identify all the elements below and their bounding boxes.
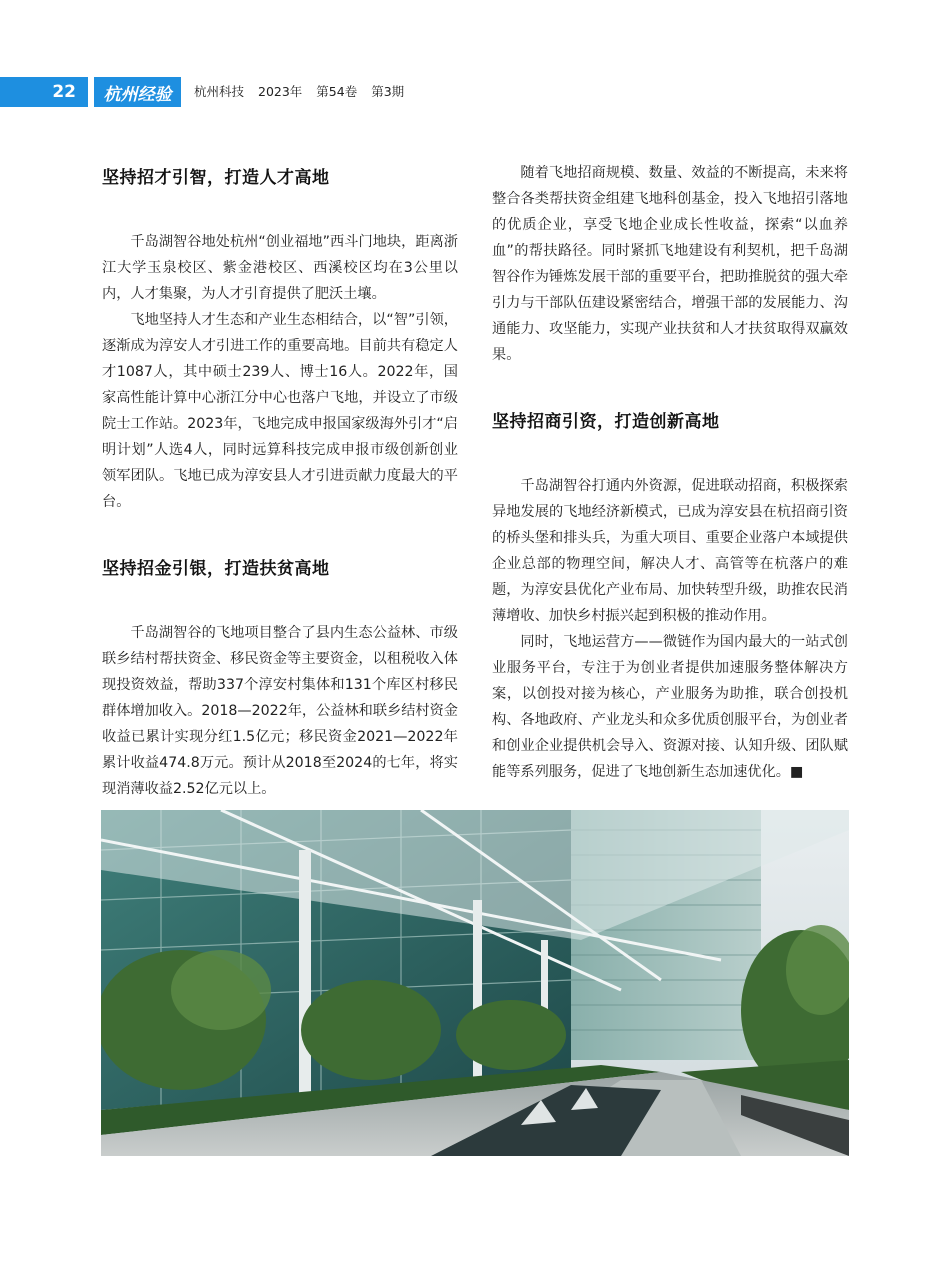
journal-volume: 第54卷 <box>316 84 358 99</box>
section-tag: 杭州经验 <box>94 77 181 107</box>
journal-issue: 第3期 <box>371 84 405 99</box>
right-column <box>492 160 848 785</box>
paragraph-future: 随着飞地招商规模、数量、效益的不断提高，未来将整合各类帮扶资金组建飞地科创基金，投入飞地招引落地的优质企业，享受飞地企业成长性收益，探索“以血养血”的帮扶路径。同时紧抓飞地建设有利契机，把千岛湖智谷作为锤炼发展干部的重要平台，把助推脱贫的强大牵引力与干部队伍建设紧密结合，增强干部的发展能力、沟通能力、攻坚能力，实现产业扶贫和人才扶贫取得双赢效果。 <box>492 165 848 363</box>
paragraph-operator: 同时，飞地运营方——微链作为国内最大的一站式创业服务平台，专注于为创业者提供加速服务整体解决方案，以创投对接为核心，产业服务为助推，联合创投机构、各地政府、产业龙头和众多优质创服平台，为创业者和创业企业提供机会导入、资源对接、认知升级、团队赋能等系列服务，促进了飞地创新生态加速优化。■ <box>492 634 848 780</box>
left-column <box>102 160 458 802</box>
heading-investment: 坚持招商引资，打造创新高地 <box>492 412 720 432</box>
journal-year: 2023年 <box>258 84 303 99</box>
paragraph-location: 千岛湖智谷地处杭州“创业福地”西斗门地块，距离浙江大学玉泉校区、紫金港校区、西溪校区均在3公里以内，人才集聚，为人才引育提供了肥沃土壤。 <box>102 234 458 302</box>
journal-info <box>194 77 414 107</box>
heading-talent: 坚持招才引智，打造人才高地 <box>102 168 330 188</box>
paragraph-funds: 千岛湖智谷的飞地项目整合了县内生态公益林、市级联乡结村帮扶资金、移民资金等主要资金，以租税收入体现投资效益，帮助337个淳安村集体和131个库区村移民群体增加收入。2018—2022年，公益林和联乡结村资金收益已累计实现分红1.5亿元；移民资金2021—2022年累计收益474.8万元。预计从2018至2024的七年，将实现消薄收益2.52亿元以上。 <box>102 625 458 797</box>
paragraph-investment: 千岛湖智谷打通内外资源，促进联动招商，积极探索异地发展的飞地经济新模式，已成为淳安县在杭招商引资的桥头堡和排头兵，为重大项目、重要企业落户本域提供企业总部的物理空间，解决人才、高管等在杭落户的难题，为淳安县优化产业布局、加快转型升级，助推农民消薄增收、加快乡村振兴起到积极的推动作用。 <box>492 478 848 624</box>
page-header <box>0 77 950 107</box>
heading-poverty: 坚持招金引银，打造扶贫高地 <box>102 559 330 579</box>
paragraph-talent: 飞地坚持人才生态和产业生态相结合，以“智”引领，逐渐成为淳安人才引进工作的重要高地。目前共有稳定人才1087人，其中硕士239人、博士16人。2022年，国家高性能计算中心浙江分中心也落户飞地，并设立了市级院士工作站。2023年，飞地完成申报国家级海外引才“启明计划”人选4人，同时远算科技完成申报市级创新创业领军团队。飞地已成为淳安县人才引进贡献力度最大的平台。 <box>102 312 458 510</box>
page-number: 22 <box>0 77 88 107</box>
journal-name: 杭州科技 <box>194 84 245 99</box>
building-photo <box>101 810 849 1156</box>
